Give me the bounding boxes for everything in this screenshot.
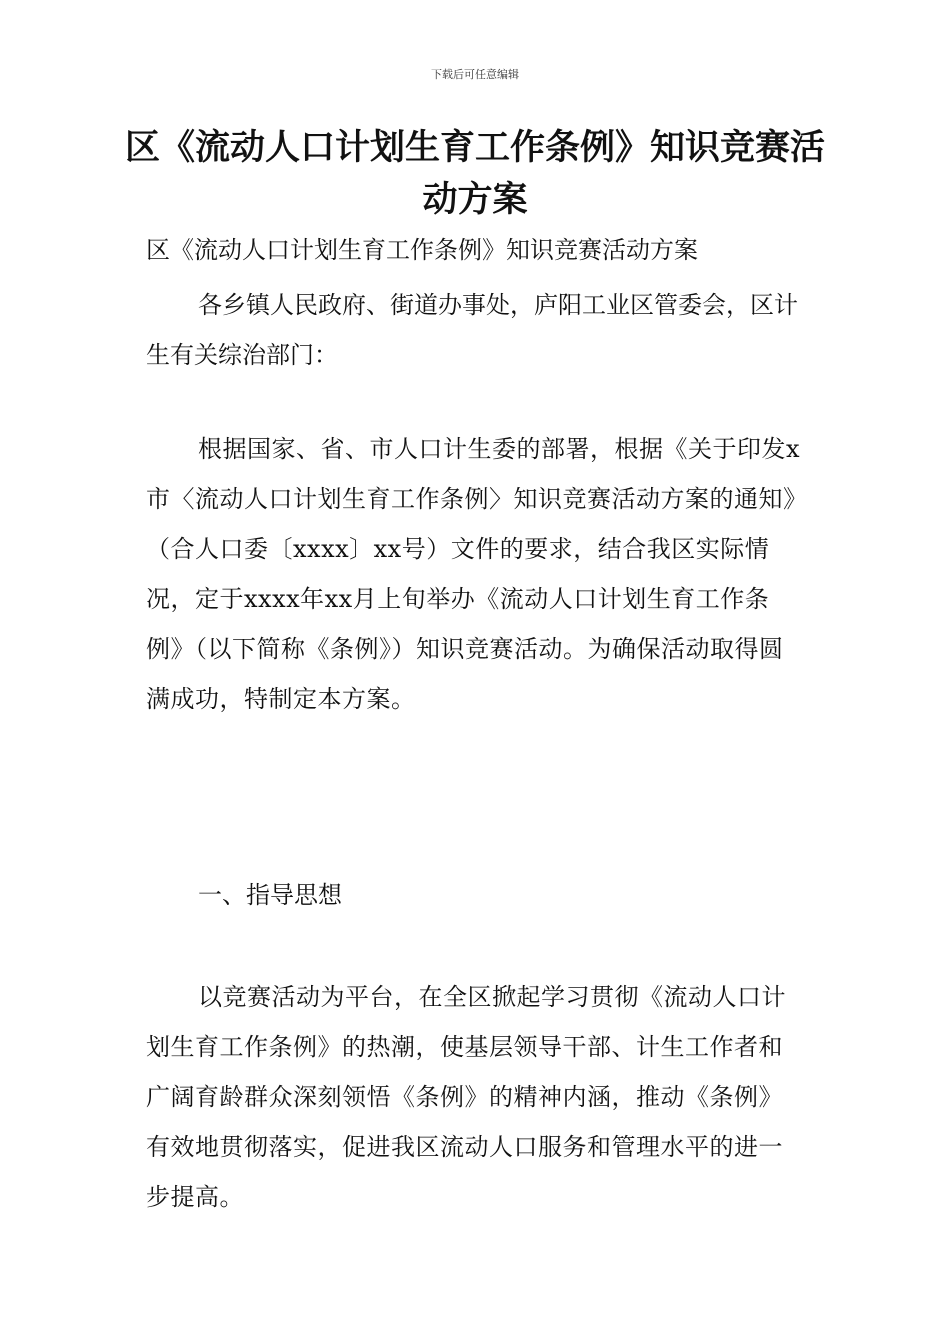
section-heading-guiding-thought: 一、指导思想 — [198, 881, 342, 909]
intro-paragraph: 根据国家、省、市人口计生委的部署，根据《关于印发x市〈流动人口计划生育工作条例〉知识竞赛活动方案的通知》（合人口委〔xxxx〕xx号）文件的要求，结合我区实际情况，定于xxxx年xx月上旬举办《流动人口计划生育工作条例》（以下简称《条例》）知识竞赛活动。为确保活动取得圆满成功，特制定本方案。 — [146, 435, 801, 713]
guiding-thought-paragraph: 以竞赛活动为平台，在全区掀起学习贯彻《流动人口计划生育工作条例》的热潮，使基层领导干部、计生工作者和广阔育龄群众深刻领悟《条例》的精神内涵，推动《条例》有效地贯彻落实，促进我区流动人口服务和管理水平的进一步提高。 — [146, 983, 786, 1211]
document-subtitle: 区《流动人口计划生育工作条例》知识竞赛活动方案 — [146, 236, 698, 264]
greeting-paragraph: 各乡镇人民政府、街道办事处，庐阳工业区管委会，区计生有关综治部门： — [146, 291, 798, 369]
header-note: 下载后可任意编辑 — [431, 68, 519, 81]
document-title: 区《流动人口计划生育工作条例》知识竞赛活动方案 — [124, 128, 825, 220]
